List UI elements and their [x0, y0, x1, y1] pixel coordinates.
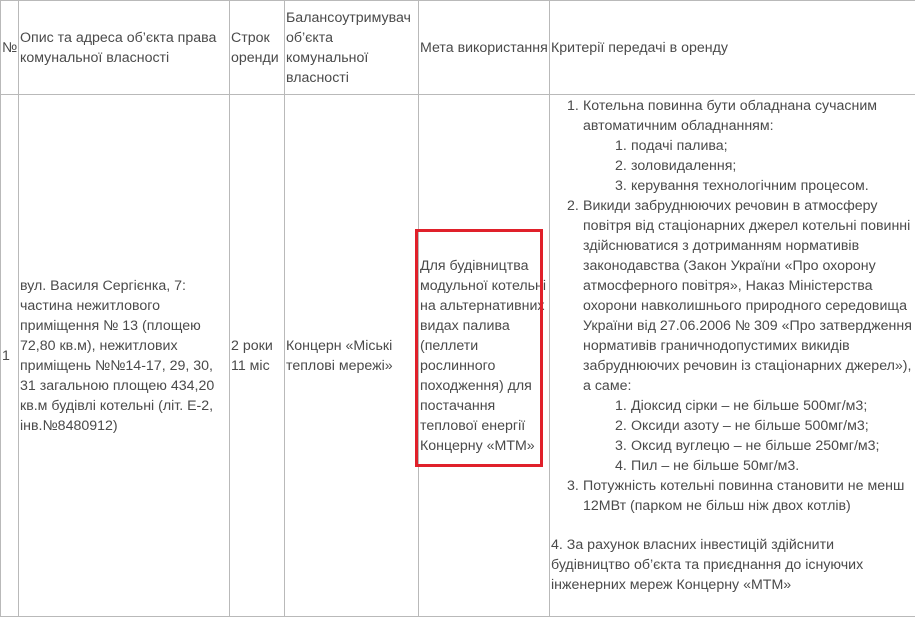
- header-holder: Балансоутримувач об’єкта комунальної власності: [285, 1, 419, 95]
- table-row: [1, 95, 915, 617]
- row-description: вул. Василя Сергієнка, 7: частина нежитлового приміщення № 13 (площею 72,80 кв.м), нежитлових приміщень №№14-17, 29, 30, 31 загальною площею 434,20 кв.м будівлі котельні (літ. Е-2, інв.№8480912): [19, 95, 230, 617]
- list-item-num: 1.: [615, 138, 627, 154]
- list-item-num: 4.: [615, 458, 627, 474]
- row-holder: Концерн «Міські теплові мережі»: [285, 95, 419, 617]
- criteria-item-2-num: 2.: [567, 198, 579, 214]
- list-item-num: 3.: [615, 178, 627, 194]
- criteria-item-1-num: 1.: [567, 98, 579, 114]
- row-num: 1: [1, 95, 19, 617]
- criteria-item-4: 4. За рахунок власних інвестицій здійснити будівництво об’єкта та приєднання до існуючих інженерних мереж Концерну «МТМ»: [551, 537, 864, 593]
- row-criteria: [550, 95, 915, 617]
- criteria-item-1-sublist: [583, 136, 915, 196]
- criteria-item-2: [567, 196, 915, 476]
- criteria-item-2-sublist: [583, 396, 915, 476]
- criteria-list: [551, 96, 915, 516]
- header-purpose: Мета використання: [419, 1, 550, 95]
- list-item-text: Пил – не більше 50мг/м3.: [631, 458, 800, 474]
- row-term: 2 роки 11 міс: [230, 95, 285, 617]
- list-item-text: керування технологічним процесом.: [631, 178, 869, 194]
- list-item-num: 1.: [615, 398, 627, 414]
- list-item-text: подачі палива;: [631, 138, 728, 154]
- list-item: [615, 456, 915, 476]
- criteria-item-2-text: Викиди забруднюючих речовин в атмосферу повітря від стаціонарних джерел котельні повинні здійснюватися з дотриманням нормативів законодавства (Закон України «Про охорону атмосферного повітря», Наказ Міністерства охорони навколишнього природного середовища України від 27.06.2006 № 309 «Про затвердження нормативів граничнодопустимих викидів забруднюючих речовин із стаціонарних джерел»), а саме:: [583, 198, 912, 394]
- list-item: [615, 136, 915, 156]
- list-item: [615, 416, 915, 436]
- header-criteria: Критерії передачі в оренду: [550, 1, 915, 95]
- list-item-text: Оксиди азоту – не більше 500мг/м3;: [631, 418, 869, 434]
- list-item: [615, 436, 915, 456]
- header-term: Строк оренди: [230, 1, 285, 95]
- header-row: [1, 1, 915, 95]
- header-description: Опис та адреса об’єкта права комунальної власності: [19, 1, 230, 95]
- row-purpose-cell: [419, 95, 550, 617]
- row-purpose: Для будівництва модульної котельні на альтернативних видах палива (пеллети рослинного походження) для постачання теплової енергії Концерну «МТМ»: [420, 257, 547, 454]
- header-num: №: [1, 1, 19, 95]
- list-item-text: Діоксид сірки – не більше 500мг/м3;: [631, 398, 868, 414]
- list-item: [615, 396, 915, 416]
- list-item-num: 2.: [615, 418, 627, 434]
- list-item: [615, 176, 915, 196]
- criteria-item-3: [567, 476, 915, 516]
- criteria-item-1-text: Котельна повинна бути обладнана сучасним автоматичним обладнанням:: [583, 98, 878, 134]
- list-item-num: 3.: [615, 438, 627, 454]
- criteria-item-1: [567, 96, 915, 196]
- criteria-item-3-text: Потужність котельні повинна становити не менш 12МВт (парком не більш ніж двох котлів): [583, 478, 905, 514]
- list-item: [615, 156, 915, 176]
- list-item-num: 2.: [615, 158, 627, 174]
- list-item-text: золовидалення;: [631, 158, 737, 174]
- list-item-text: Оксид вуглецю – не більше 250мг/м3;: [631, 438, 880, 454]
- criteria-item-3-num: 3.: [567, 478, 579, 494]
